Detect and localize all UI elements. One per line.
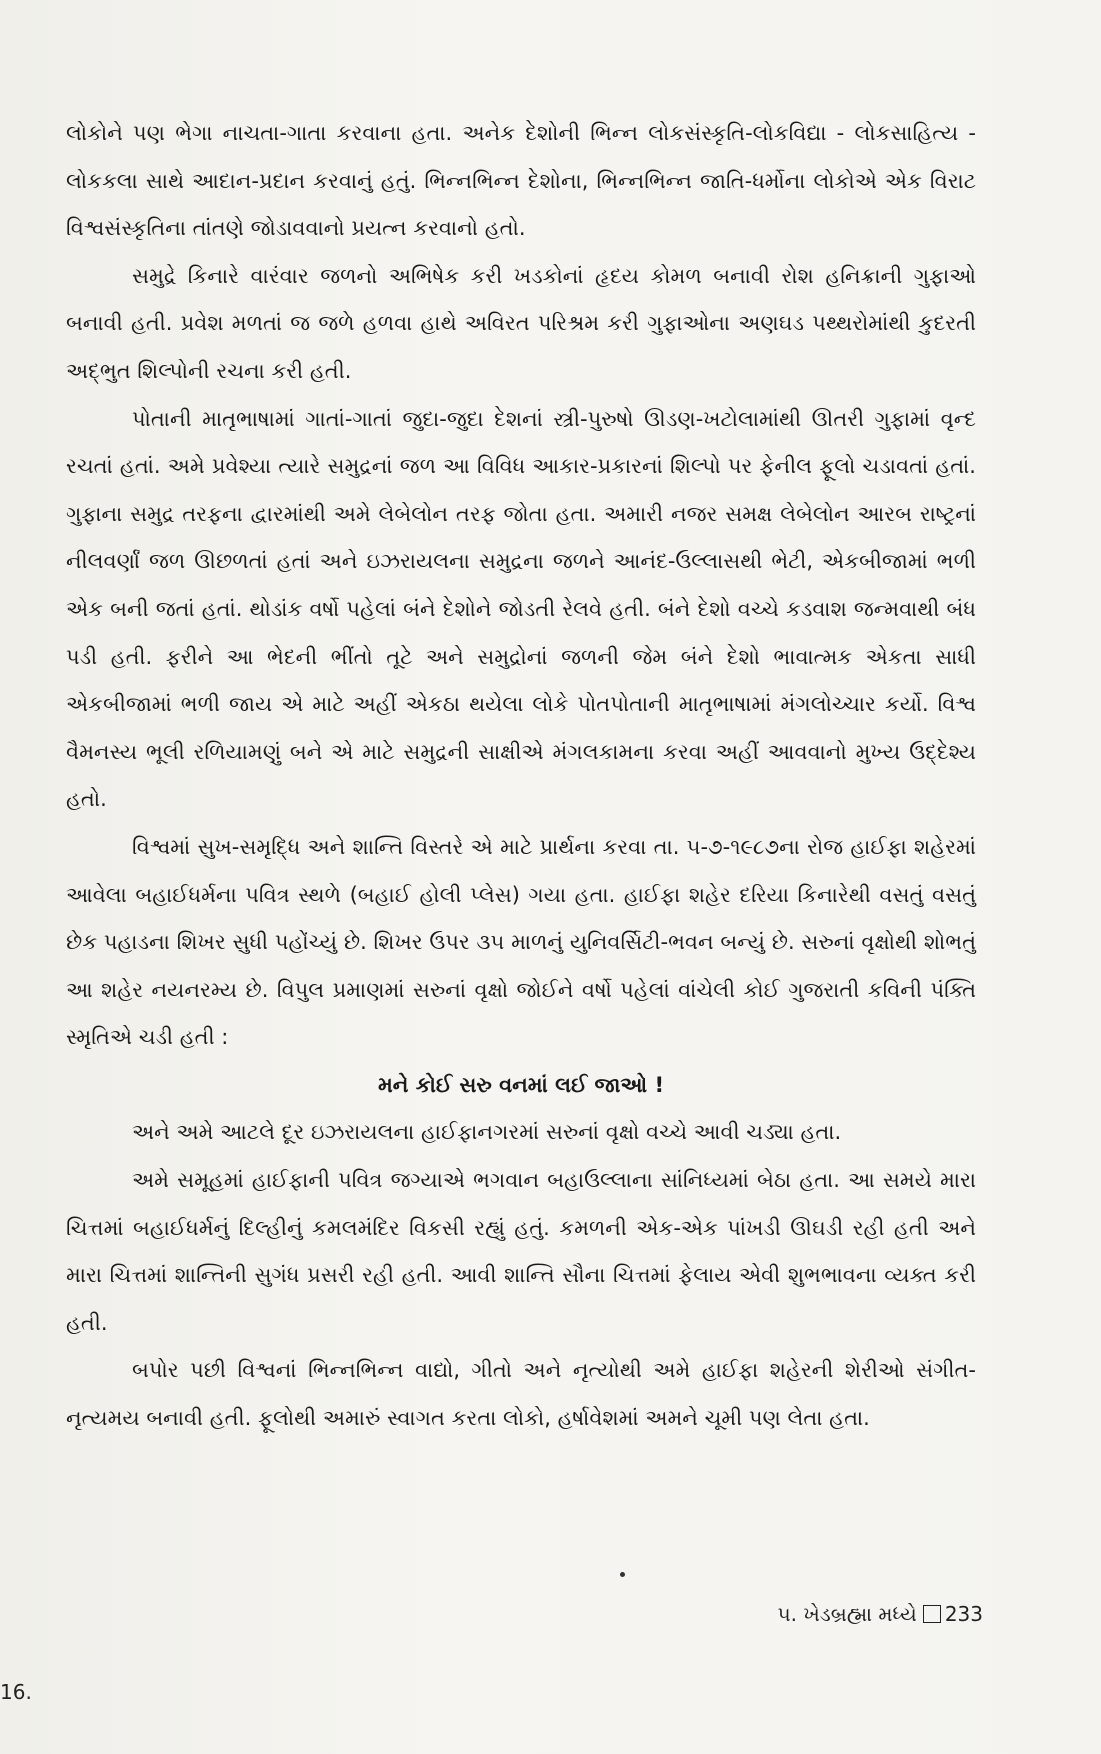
page-number: 233 bbox=[944, 1602, 983, 1626]
chapter-title: ૫. ખેડબ્રહ્મા મધ્યે bbox=[777, 1602, 917, 1626]
paragraph-3: પોતાની માતૃભાષામાં ગાતાં-ગાતાં જુદા-જુદા દેશનાં સ્ત્રી-પુરુષો ઊડણ-ખટોલામાંથી ઊતરી ગુફામાં વૃન્દ રચતાં હતાં. અમે પ્રવેશ્યા ત્યારે સમુદ્રનાં જળ આ વિવિધ આકાર-પ્રકારનાં શિલ્પો પર ફેનીલ ફૂલો ચડાવતાં હતાં. ગુફાના સમુદ્ર તરફના દ્વારમાંથી અમે લેબેલોન તરફ જોતા હતા. અમારી નજર સમક્ષ લેબેલોન આરબ રાષ્ટ્રનાં નીલવર્ણાં જળ ઊછળતાં હતાં અને ઇઝરાયલના સમુદ્રના જળને આનંદ-ઉલ્લાસથી ભેટી, એકબીજામાં ભળી એક બની જતાં હતાં. થોડાંક વર્ષો પહેલાં બંને દેશોને જોડતી રેલવે હતી. બંને દેશો વચ્ચે કડવાશ જન્મવાથી બંધ પડી હતી. ફરીને આ ભેદની ભીંતો તૂટે અને સમુદ્રોનાં જળની જેમ બંને દેશો ભાવાત્મક એકતા સાધી એકબીજામાં ભળી જાય એ માટે અહીં એકઠા થયેલા લોકે પોતપોતાની માતૃભાષામાં મંગલોચ્ચાર કર્યો. વિશ્વ વૈમનસ્ય ભૂલી રળિયામણું બને એ માટે સમુદ્રની સાક્ષીએ મંગલકામના કરવા અહીં આવવાનો મુખ્ય ઉદ્દેશ્ય હતો. bbox=[66, 406, 976, 812]
scan-dot-icon bbox=[620, 1572, 625, 1577]
paragraph-5: અને અમે આટલે દૂર ઇઝરાયલના હાઈફાનગરમાં સરુનાં વૃક્ષો વચ્ચે આવી ચડ્યા હતા. bbox=[132, 1120, 842, 1145]
verse-line: મને કોઈ સરુ વનમાં લઈ જાઓ ! bbox=[377, 1072, 665, 1097]
page-footer bbox=[778, 1602, 984, 1626]
paragraph-7: બપોર પછી વિશ્વનાં ભિન્નભિન્ન વાદ્યો, ગીતો અને નૃત્યોથી અમે હાઈફા શહેરની શેરીઓ સંગીત-નૃત્યમય બનાવી હતી. ફૂલોથી અમારું સ્વાગત કરતા લોકો, હર્ષાવેશમાં અમને ચૂમી પણ લેતા હતા. bbox=[66, 1358, 976, 1431]
body-text bbox=[66, 110, 976, 1443]
edge-mark: 16. bbox=[0, 1680, 32, 1704]
paragraph-1: લોકોને પણ ભેગા નાચતા-ગાતા કરવાના હતા. અનેક દેશોની ભિન્ન લોકસંસ્કૃતિ-લોકવિદ્યા - લોકસાહિત્ય - લોકકલા સાથે આદાન-પ્રદાન કરવાનું હતું. ભિન્નભિન્ન દેશોના, ભિન્નભિન્ન જાતિ-ધર્મોના લોકોએ એક વિરાટ વિશ્વસંસ્કૃતિના તાંતણે જોડાવવાનો પ્રયત્ન કરવાનો હતો. bbox=[66, 121, 976, 241]
paragraph-6: અમે સમૂહમાં હાઈફાની પવિત્ર જગ્યાએ ભગવાન બહાઉલ્લાના સાંનિધ્યમાં બેઠા હતા. આ સમયે મારા ચિત્તમાં બહાઈધર્મનું દિલ્હીનું કમલમંદિર વિકસી રહ્યું હતું. કમળની એક-એક પાંખડી ઊઘડી રહી હતી અને મારા ચિત્તમાં શાન્તિની સુગંધ પ્રસરી રહી હતી. આવી શાન્તિ સૌના ચિત્તમાં ફેલાય એવી શુભભાવના વ્યક્ત કરી હતી. bbox=[66, 1168, 976, 1335]
square-icon bbox=[923, 1605, 941, 1623]
paragraph-4: વિશ્વમાં સુખ-સમૃદ્ધિ અને શાન્તિ વિસ્તરે એ માટે પ્રાર્થના કરવા તા. ૫-૭-૧૯૮૭ના રોજ હાઈફા શહેરમાં આવેલા બહાઈધર્મના પવિત્ર સ્થળે (બહાઈ હોલી પ્લેસ) ગયા હતા. હાઈફા શહેર દરિયા કિનારેથી વસતું વસતું છેક પહાડના શિખર સુધી પહોંચ્યું છે. શિખર ઉપર ૩૫ માળનું યુનિવર્સિટી-ભવન બન્યું છે. સરુનાં વૃક્ષોથી શોભતું આ શહેર નયનરમ્ય છે. વિપુલ પ્રમાણમાં સરુનાં વૃક્ષો જોઈને વર્ષો પહેલાં વાંચેલી કોઈ ગુજરાતી કવિની પંક્તિ સ્મૃતિએ ચડી હતી : bbox=[66, 834, 976, 1050]
paragraph-2: સમુદ્રે કિનારે વારંવાર જળનો અભિષેક કરી ખડકોનાં હૃદય કોમળ બનાવી રોશ હનિક્રાની ગુફાઓ બનાવી હતી. પ્રવેશ મળતાં જ જળે હળવા હાથે અવિરત પરિશ્રમ કરી ગુફાઓના અણઘડ પથ્થરોમાંથી કુદરતી અદ્ભુત શિલ્પોની રચના કરી હતી. bbox=[66, 263, 976, 383]
